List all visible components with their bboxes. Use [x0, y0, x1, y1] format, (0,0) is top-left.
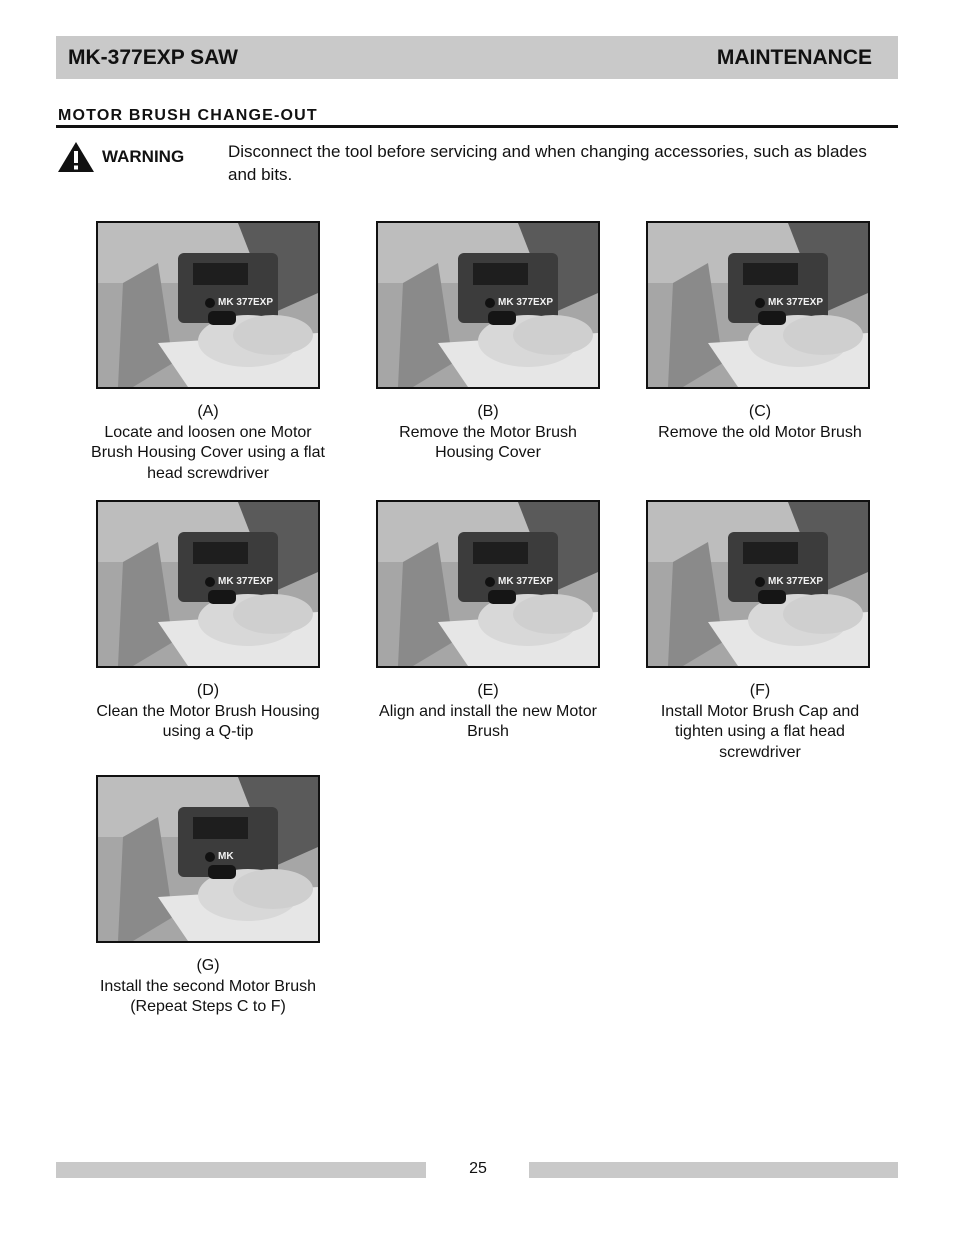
motor-label-text: MK 377EXP [498, 297, 554, 308]
step-caption-line: Remove the old Motor Brush [658, 423, 862, 441]
step-letter: (C) [748, 403, 772, 420]
step-letter: (D) [196, 682, 220, 699]
step-caption-line: Align and install the new Motor [379, 702, 597, 720]
step-caption-line: (Repeat Steps C to F) [130, 998, 286, 1015]
step-letter: (G) [196, 957, 220, 974]
step-caption [356, 681, 620, 743]
page-header [56, 36, 898, 79]
step-caption [74, 956, 342, 1018]
step-photo [646, 500, 870, 668]
step-caption-line: Clean the Motor Brush Housing [96, 702, 320, 720]
step-caption [366, 402, 610, 464]
step-letter: (F) [749, 682, 771, 699]
footer-bar-right [529, 1162, 898, 1178]
page-number: 25 [469, 1160, 487, 1177]
motor-label-text: MK [218, 851, 234, 862]
motor-label-text: MK 377EXP [768, 297, 824, 308]
step-caption-line: Brush [467, 723, 509, 740]
section-title: MOTOR BRUSH CHANGE-OUT [58, 107, 318, 124]
warning-text: Disconnect the tool before servicing and when changing accessories, such as blades and bits. [228, 142, 867, 184]
section-divider [56, 125, 898, 128]
motor-label-text: MK 377EXP [218, 297, 274, 308]
step-photo [376, 500, 600, 668]
footer-bar-left [56, 1162, 426, 1178]
step-caption [74, 681, 342, 743]
step-letter: (A) [197, 403, 219, 420]
step-caption [640, 402, 880, 443]
warning-triangle-icon [57, 141, 95, 173]
step-caption-line: using a Q-tip [162, 723, 254, 740]
step-caption-line: Brush Housing Cover using a flat [91, 444, 325, 461]
header-section-title: MAINTENANCE [716, 45, 872, 69]
warning-label-text: WARNING [102, 147, 185, 166]
step-letter: (B) [477, 403, 499, 420]
step-photo [376, 221, 600, 389]
step-photo [96, 221, 320, 389]
step-photo [96, 500, 320, 668]
step-caption-line: screwdriver [719, 743, 801, 761]
step-caption-line: Remove the Motor Brush [399, 423, 577, 441]
motor-label-text: MK 377EXP [218, 576, 274, 587]
step-photo [96, 775, 320, 943]
step-caption-line: tighten using a flat head [675, 723, 845, 740]
step-caption-line: Install the second Motor Brush [99, 977, 317, 995]
step-caption-line: Install Motor Brush Cap and [660, 702, 860, 720]
step-photo [646, 221, 870, 389]
step-caption-line: Housing Cover [435, 444, 541, 461]
header-product-title: MK-377EXP SAW [68, 45, 238, 69]
step-caption [74, 402, 342, 484]
step-caption-line: Locate and loosen one Motor [104, 423, 312, 441]
step-letter: (E) [477, 682, 499, 699]
motor-label-text: MK 377EXP [768, 576, 824, 587]
warning-label [57, 141, 184, 173]
motor-label-text: MK 377EXP [498, 576, 554, 587]
step-caption-line: head screwdriver [147, 464, 269, 482]
step-caption [640, 681, 880, 763]
